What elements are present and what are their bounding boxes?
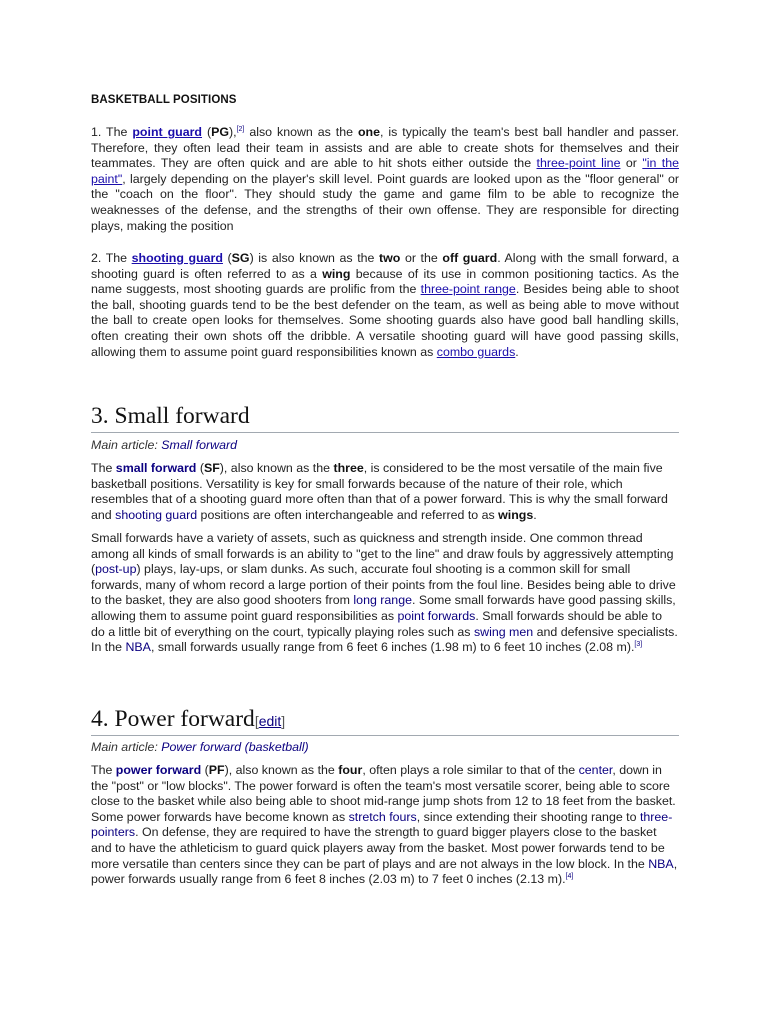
text: ( (201, 763, 209, 777)
citation-4[interactable]: [4] (565, 873, 574, 881)
text: , since extending their shooting range to (416, 809, 640, 824)
text: , is typically the team's best ball handler and passer. Therefore, they often lead their team in assists and are able to create shots for themselves and their teammates. They are often quick and are able to hit shots either outside the (91, 125, 679, 171)
point-forwards-link[interactable]: point forwards (397, 608, 476, 623)
power-forward-article-link[interactable]: Power forward (basketball) (161, 740, 309, 754)
edit-bracket-close: ] (281, 713, 286, 729)
text: 2. The (91, 251, 132, 265)
small-forward-paragraph-2 (91, 531, 679, 656)
shooting-guard-paragraph (91, 251, 679, 360)
text: ), also known as the (219, 461, 334, 475)
text: , is considered to be the most versatile of the main five basketball positions. Versatility is key for small forwards because of the nature of their role, which resembles that of a shooting guard more often than that of a power forward. This is why the small forward and (91, 461, 668, 522)
text: . Besides being able to shoot the ball, shooting guards tend to be the best defender on the team, as well as being able to move without the ball to create open looks for themselves. Some shooting guards also have good ball handling skills, often creating their own shots off the dribble. A versatile shooting guard will have good passing skills, allowing them to assume point guard responsibilities known as (91, 282, 679, 359)
power-forward-heading (91, 706, 679, 736)
long-range-link[interactable]: long range (353, 593, 412, 608)
heading-text: 3. Small forward (91, 403, 250, 429)
post-up-link[interactable]: post-up (95, 562, 137, 577)
shooting-guard-link-2[interactable]: shooting guard (115, 507, 198, 522)
small-forward-link[interactable]: small forward (115, 461, 197, 475)
swing-men-link[interactable]: swing men (473, 624, 534, 639)
center-link[interactable]: center (578, 763, 613, 777)
text: or (620, 156, 643, 171)
text: because of its use in common positioning tactics. As the name suggests, most shooting guards are prolific from the (91, 266, 679, 297)
text: , largely depending on the player's skill level. Point guards are looked upon as the "floor general" or the "coach on the floor". They should study the game and game film to be able to recognize the weaknesses of the defense, and the strengths of their own offense. They are responsible for directing plays, making the position (91, 171, 679, 233)
citation-2[interactable]: [2] (236, 125, 245, 133)
text: The (91, 461, 116, 475)
text: ) plays, lay-ups, or slam dunks. As such, accurate foul shooting is a common skill for small forwards, many of whom record a large portion of their points from the foul line. Besides being able to drive to the basket, they are also good shooters from (91, 562, 676, 608)
text: . Small forwards should be able to do a little bit of everything on the court, typically playing roles such as (91, 608, 662, 639)
wing-term: wing (322, 266, 351, 281)
sf-abbreviation: SF (203, 461, 220, 475)
document-title: BASKETBALL POSITIONS (91, 94, 237, 106)
text: . (533, 507, 537, 522)
small-forward-article-link[interactable]: Small forward (161, 438, 237, 452)
text: , often plays a role similar to that of the (362, 763, 579, 777)
two-term: two (379, 251, 401, 265)
power-forward-main-article (91, 740, 309, 754)
text: . (515, 344, 519, 359)
four-term: four (338, 763, 363, 777)
text: ( (196, 461, 204, 475)
text: ), (229, 125, 237, 139)
shooting-guard-link[interactable]: shooting guard (131, 251, 223, 265)
stretch-fours-link[interactable]: stretch fours (348, 809, 417, 824)
edit-bracket-open: [ (254, 713, 259, 729)
text: . On defense, they are required to have the strength to guard bigger players close to the basket and to have the athleticism to guard quick players away from the basket. Most power forwards tend to be more versatile than centers since they can be part of plays and are not always in the low block. In the (91, 825, 665, 871)
point-guard-paragraph (91, 125, 679, 234)
pf-abbreviation: PF (208, 763, 225, 777)
main-article-prefix: Main article: (91, 740, 162, 754)
three-point-range-link[interactable]: three-point range (420, 282, 516, 297)
text: positions are often interchangeable and referred to as (197, 507, 499, 522)
pg-abbreviation: PG (211, 125, 229, 139)
power-forward-paragraph (91, 763, 679, 888)
text: , small forwards usually range from 6 feet 6 inches (1.98 m) to 6 feet 10 inches (2.08 m). (150, 640, 635, 655)
sg-abbreviation: SG (231, 251, 250, 265)
wings-term: wings (498, 507, 534, 522)
combo-guards-link[interactable]: combo guards (436, 344, 516, 359)
text: . Along with the small forward, a shooting guard is often referred to as a (91, 251, 679, 281)
off-guard-term: off guard (442, 251, 498, 265)
text: , power forwards usually range from 6 feet 8 inches (2.03 m) to 7 feet 0 inches (2.13 m). (91, 856, 678, 887)
main-article-prefix: Main article: (91, 438, 162, 452)
text: The (91, 763, 116, 777)
text: 1. The (91, 125, 133, 139)
text: also known as the (244, 125, 358, 139)
text: ) is also known as the (249, 251, 380, 265)
small-forward-heading (91, 403, 679, 433)
text: and defensive specialists. In the (91, 624, 678, 655)
three-term: three (333, 461, 364, 475)
text: or the (400, 251, 443, 265)
nba-link[interactable]: NBA (125, 640, 151, 655)
text: , down in the "post" or "low blocks". The power forward is often the team's most versatile scorer, being able to score close to the basket while also being able to shoot mid-range jump shots from 12 to 18 feet from the basket. Some power forwards have become known as (91, 763, 676, 824)
one-term: one (357, 125, 380, 139)
nba-link-2[interactable]: NBA (648, 856, 674, 871)
text: . Some small forwards have good passing skills, allowing them to assume point guard responsibilities as (91, 593, 676, 623)
text: ), also known as the (224, 763, 339, 777)
text: ( (202, 125, 212, 139)
edit-link[interactable]: edit (258, 713, 282, 729)
small-forward-paragraph-1 (91, 461, 679, 523)
three-point-line-link[interactable]: three-point line (536, 156, 621, 171)
in-the-paint-link[interactable]: "in the paint" (91, 156, 680, 186)
text: ( (222, 251, 232, 265)
small-forward-main-article (91, 438, 237, 452)
three-pointers-link[interactable]: three-pointers (91, 809, 673, 840)
text: Small forwards have a variety of assets, such as quickness and strength inside. One common thread among all kinds of small forwards is an ability to "get to the line" and draw fouls by aggressively attempting ( (91, 531, 674, 577)
heading-text: 4. Power forward (91, 706, 255, 732)
citation-3[interactable]: [3] (634, 641, 643, 649)
point-guard-link[interactable]: point guard (132, 125, 203, 139)
power-forward-link[interactable]: power forward (115, 763, 202, 777)
